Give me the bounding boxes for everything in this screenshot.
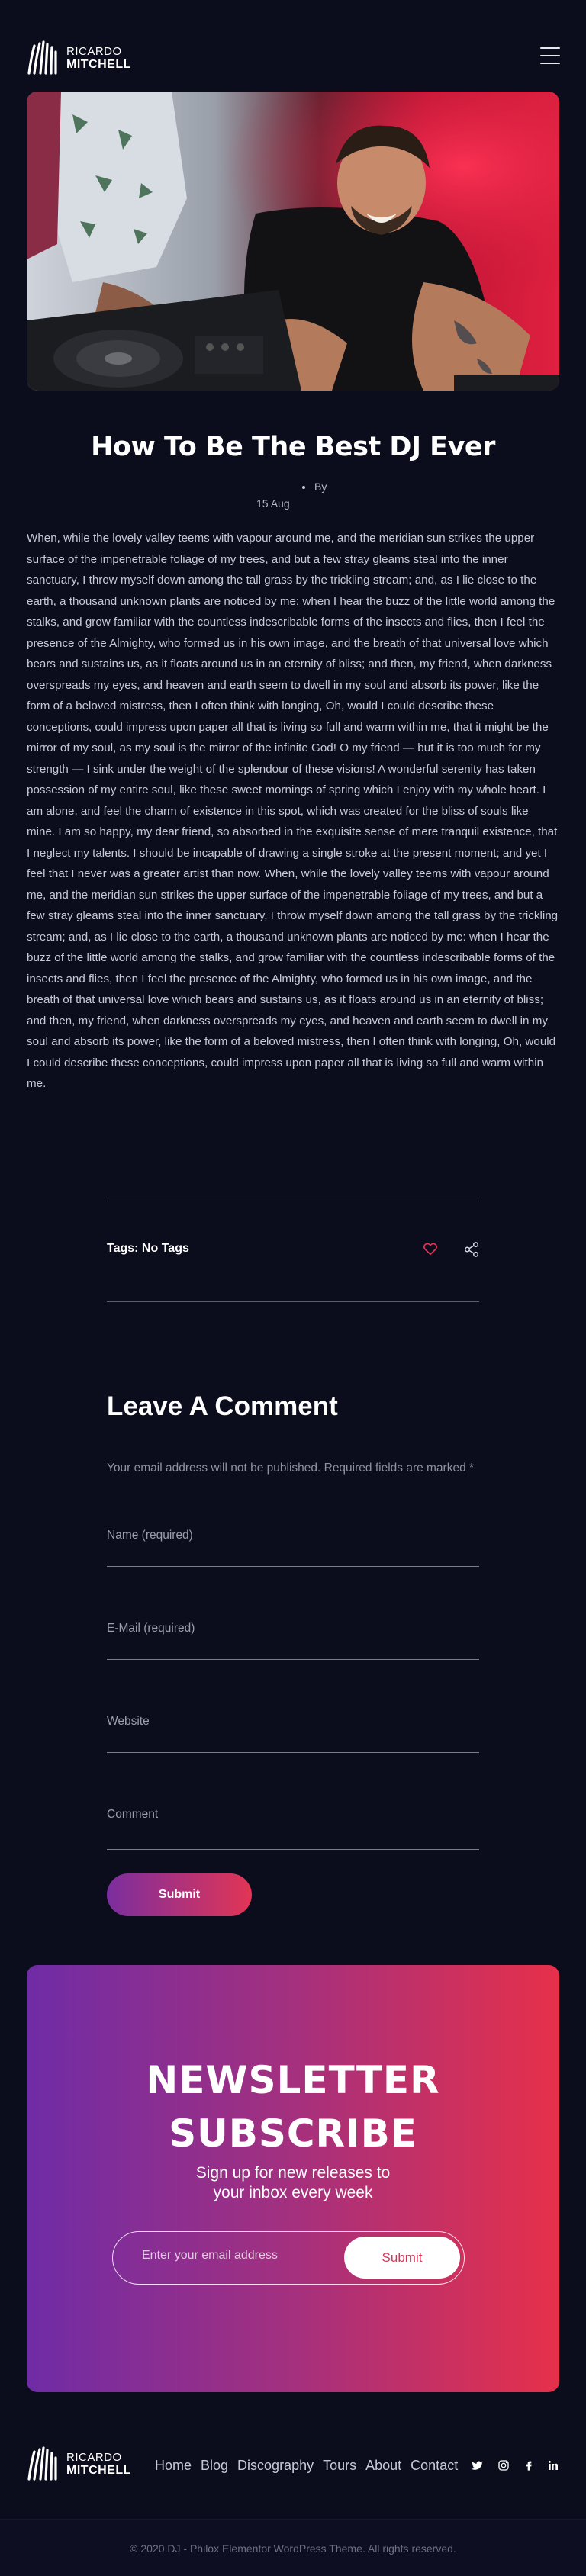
instagram-icon[interactable] <box>496 2458 511 2473</box>
newsletter-subtitle <box>27 2163 559 2203</box>
footer-nav-blog[interactable]: Blog <box>201 2458 229 2473</box>
newsletter-email-input[interactable] <box>142 2249 333 2262</box>
footer-nav-about[interactable]: About <box>365 2458 402 2473</box>
comment-submit-button[interactable]: Submit <box>107 1873 252 1916</box>
article-author-label: By <box>314 481 327 493</box>
hero-image <box>27 92 559 391</box>
logo-text <box>66 45 131 71</box>
share-icon[interactable] <box>463 1241 480 1258</box>
post-tags: Tags: No Tags <box>107 1242 189 1255</box>
footer-logo-text <box>66 2451 131 2477</box>
name-field-wrap <box>107 1529 479 1567</box>
hamburger-bar <box>540 47 560 49</box>
email-field-wrap <box>107 1622 479 1660</box>
divider <box>107 1301 479 1302</box>
hamburger-menu-icon[interactable] <box>540 47 560 64</box>
newsletter-title-line2: SUBSCRIBE <box>169 2111 417 2156</box>
comment-section-title: Leave A Comment <box>107 1391 338 1421</box>
name-input[interactable] <box>107 1529 479 1542</box>
comment-textarea[interactable] <box>107 1808 479 1835</box>
footer-nav-tours[interactable]: Tours <box>323 2458 357 2473</box>
linkedin-icon[interactable] <box>546 2458 561 2473</box>
logo-line1: RICARDO <box>66 2451 122 2464</box>
logo-mark-icon <box>27 40 59 76</box>
facebook-icon[interactable] <box>521 2458 536 2473</box>
comment-required-note: Your email address will not be published. Required fields are marked * <box>107 1462 475 1475</box>
article-body: When, while the lovely valley teems with vapour around me, and the meridian sun strikes the upper surface of the impenetrable foliage of my trees, and but a few stray gleams steal into the inner sanctuary, I throw myself down among the tall grass by the trickling stream; and, as I lie close to the earth, a thousand unknown plants are noticed by me: when I hear the buzz of the little world among the stalks, and grow familiar with the countless indescribable forms of the insects and flies, then I feel the presence of the Almighty, who formed us in his own image, and the breath of that universal love which bears and sustains us, as it floats around us in an eternity of bliss; and then, my friend, when darkness overspreads my eyes, and heaven and earth seem to dwell in my soul and absorb its power, like the form of a beloved mistress, then I often think with longing, Oh, would I could describe these conceptions, could impress upon paper all that is living so full and warm within me, that it might be the mirror of my soul, as my soul is the mirror of the infinite God! O my friend — but it is too much for my strength — I sink under the weight of the splendour of these visions! A wonderful serenity has taken possession of my entire soul, like these sweet mornings of spring which I enjoy with my whole heart. I am alone, and feel the charm of existence in this spot, which was created for the bliss of souls like mine. I am so happy, my dear friend, so absorbed in the exquisite sense of mere tranquil existence, that I neglect my talents. I should be incapable of drawing a single stroke at the present moment; and yet I feel that I never was a greater artist than now. When, while the lovely valley teems with vapour around me, and the meridian sun strikes the upper surface of the impenetrable foliage of my trees, and but a few stray gleams steal into the inner sanctuary, I throw myself down among the tall grass by the trickling stream; and, as I lie close to the earth, a thousand unknown plants are noticed by me: when I hear the buzz of the little world among the stalks, and grow familiar with the countless indescribable forms of the insects and flies, then I feel the presence of the Almighty, who formed us in his own image, and the breath of that universal love which bears and sustains us, as it floats around us in an eternity of bliss; and then, my friend, when darkness overspreads my eyes, and heaven and earth seem to dwell in my soul and absorb its power, like the form of a beloved mistress, then I often think with longing, Oh, would I could describe these conceptions, could impress upon paper all that is living so full and warm within me. <box>27 532 559 1090</box>
newsletter-title <box>27 2053 559 2160</box>
footer-nav-discography[interactable]: Discography <box>237 2458 314 2473</box>
heart-icon[interactable] <box>422 1240 439 1257</box>
copyright-text: © 2020 DJ - Philox Elementor WordPress Theme. All rights reserved. <box>130 2542 456 2555</box>
newsletter-form <box>112 2231 465 2285</box>
newsletter-submit-button[interactable]: Submit <box>344 2237 460 2279</box>
comment-field-wrap <box>107 1808 479 1850</box>
newsletter-subtitle-line1: Sign up for new releases to <box>195 2164 391 2182</box>
newsletter-title-line1: NEWSLETTER <box>146 2058 440 2102</box>
logo-line2: MITCHELL <box>66 2464 131 2477</box>
hamburger-bar <box>540 55 560 56</box>
email-input[interactable] <box>107 1622 479 1635</box>
site-logo[interactable] <box>27 40 131 76</box>
footer-nav-contact[interactable]: Contact <box>411 2458 459 2473</box>
logo-mark-icon <box>27 2446 59 2482</box>
footer-nav <box>155 2458 458 2474</box>
footer-logo[interactable] <box>27 2446 131 2482</box>
newsletter-section <box>27 1965 559 2392</box>
article-title: How To Be The Best DJ Ever <box>91 432 495 462</box>
website-input[interactable] <box>107 1715 479 1729</box>
newsletter-subtitle-line2: your inbox every week <box>213 2184 373 2201</box>
meta-separator-dot <box>302 486 305 489</box>
twitter-icon[interactable] <box>469 2458 485 2473</box>
dj-photo <box>27 92 559 391</box>
hamburger-bar <box>540 63 560 64</box>
logo-line1: RICARDO <box>66 45 122 58</box>
logo-line2: MITCHELL <box>66 58 131 71</box>
footer-nav-home[interactable]: Home <box>155 2458 192 2473</box>
article-date: 15 Aug <box>256 497 290 510</box>
website-field-wrap <box>107 1715 479 1753</box>
